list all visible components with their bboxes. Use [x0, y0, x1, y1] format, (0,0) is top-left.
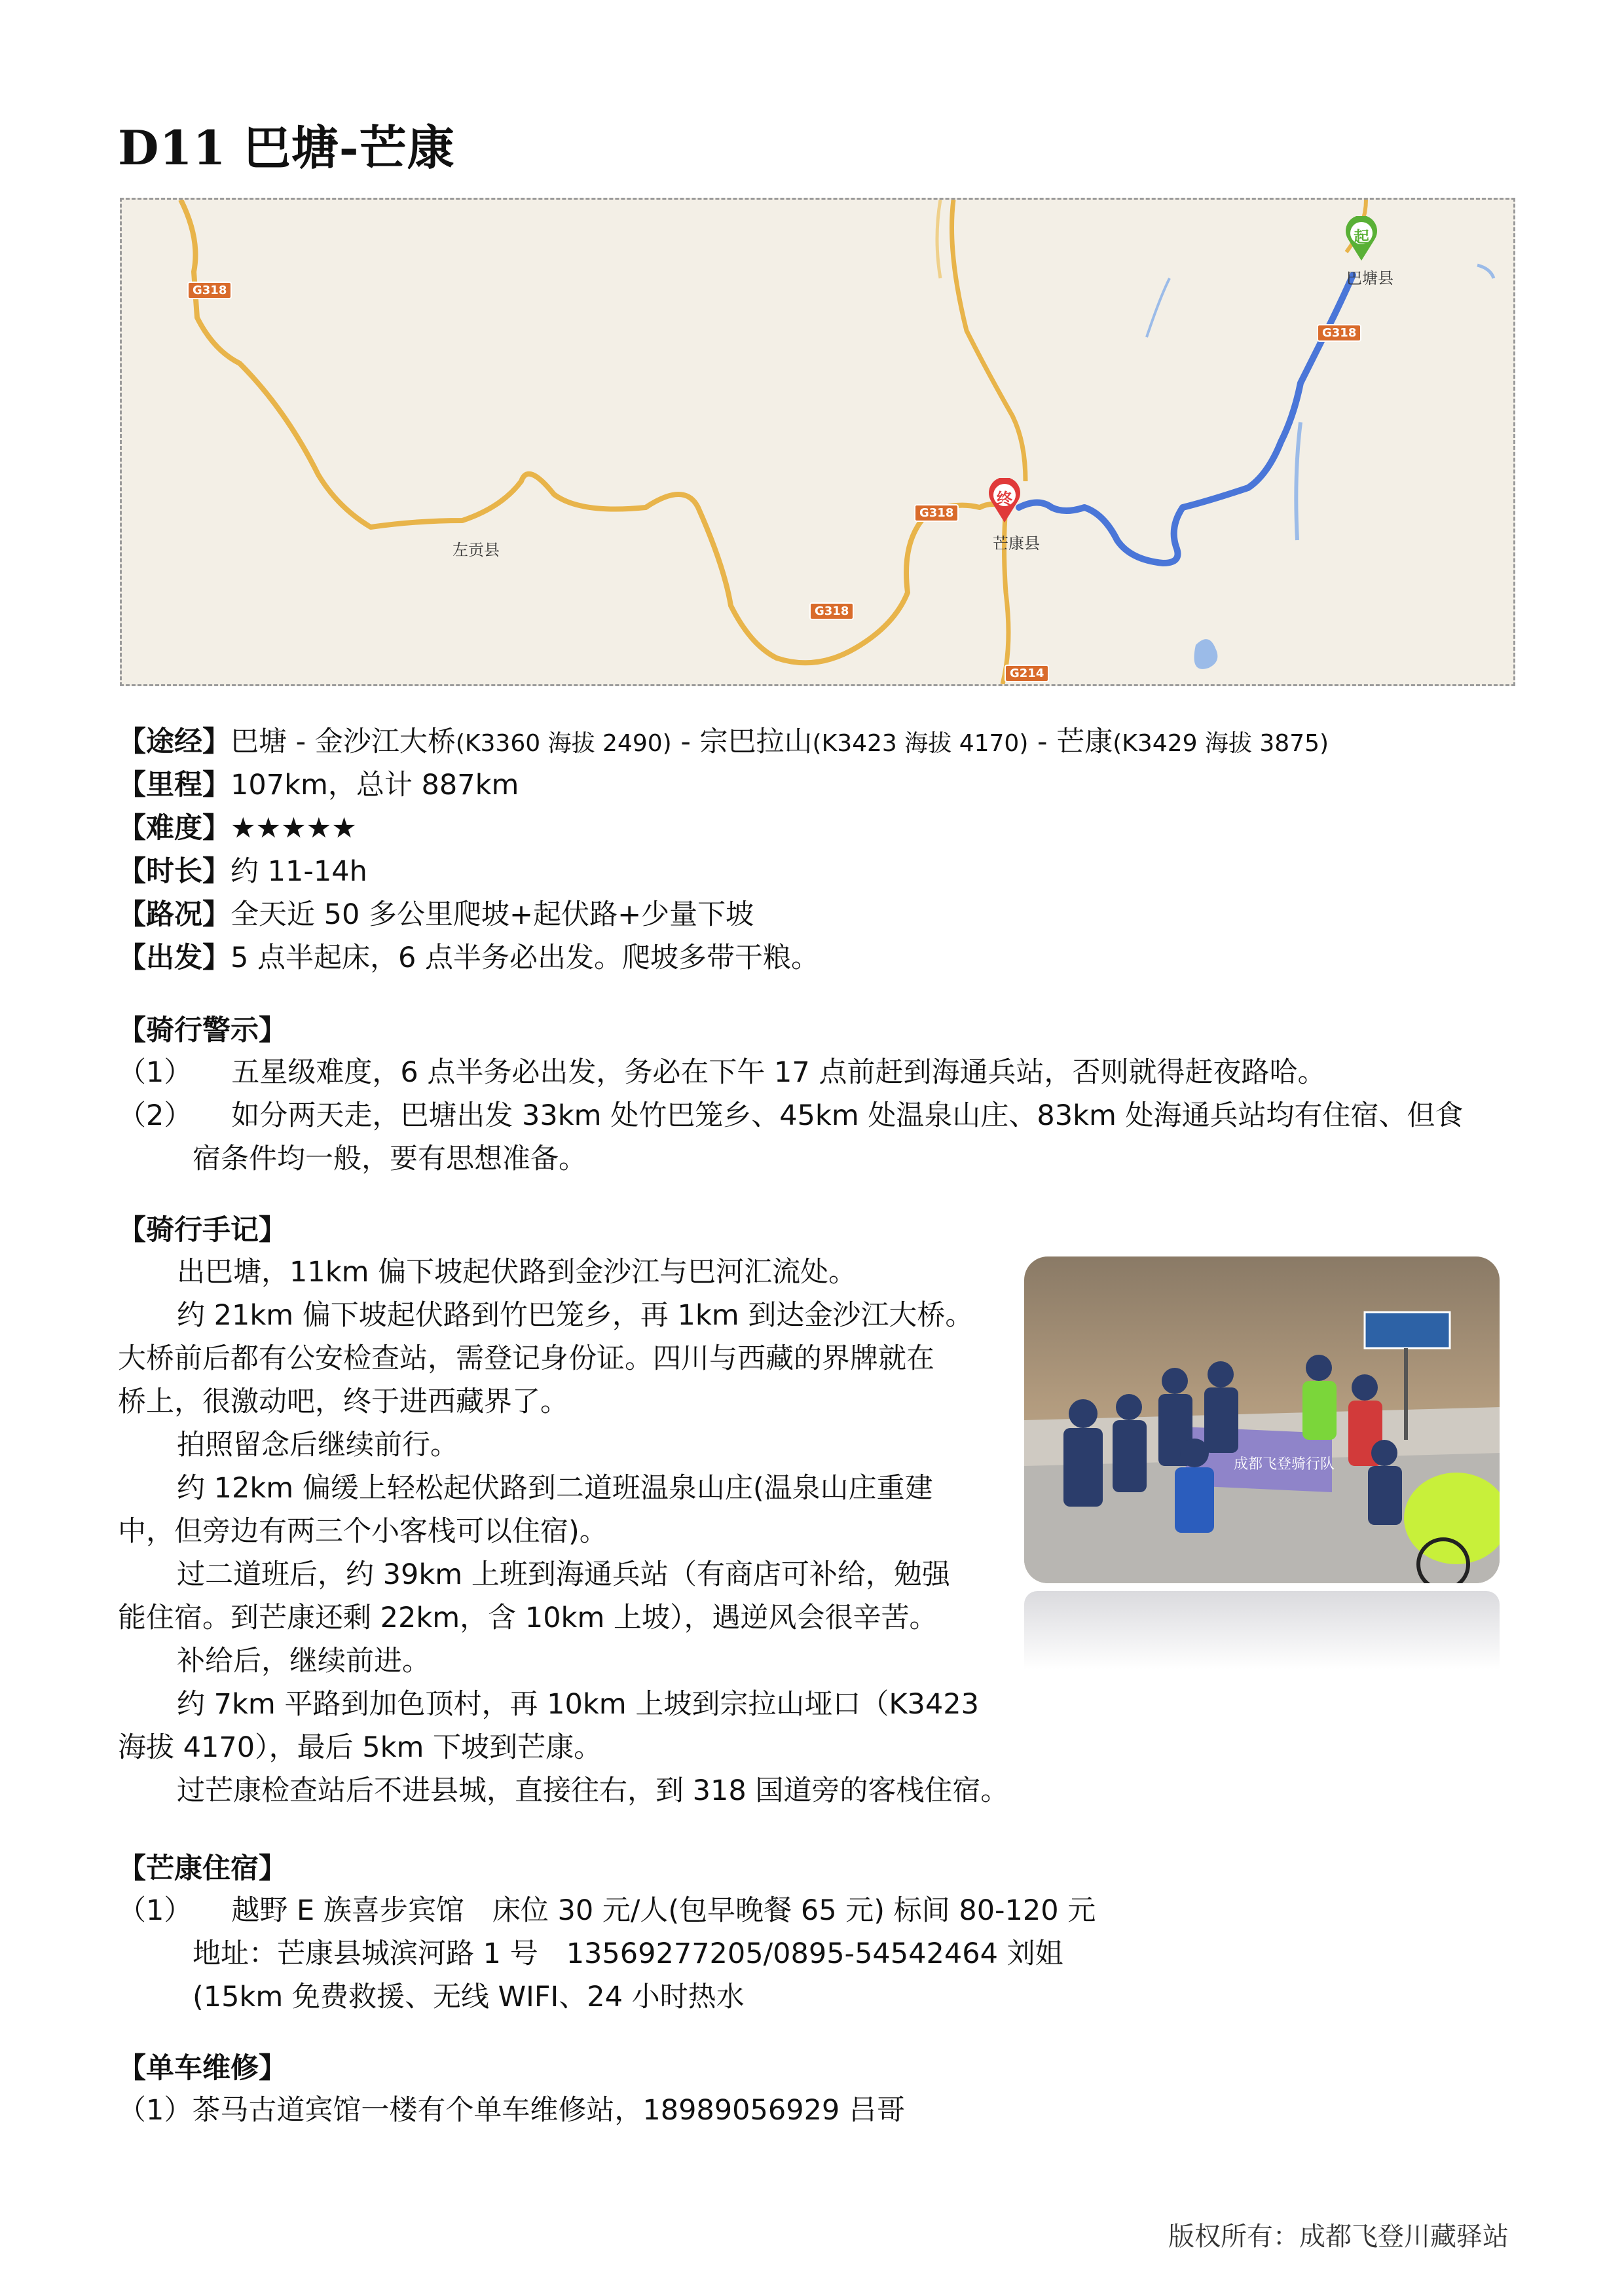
notes-line: 能住宿。到芒康还剩 22km，含 10km 上坡），遇逆风会很辛苦。 [118, 1602, 938, 1634]
road-badge: G214 [1005, 665, 1049, 682]
info-road: 【路况】全天近 50 多公里爬坡+起伏路+少量下坡 [118, 898, 754, 931]
map-label-start-city: 巴塘县 [1346, 269, 1393, 287]
lodging-title: 【芒康住宿】 [118, 1852, 287, 1885]
info-difficulty: 【难度】★★★★★ [118, 812, 357, 845]
notes-title: 【骑行手记】 [118, 1214, 287, 1247]
notes-line: 过芒康检查站后不进县城，直接往右，到 318 国道旁的客栈住宿。 [177, 1774, 1009, 1807]
lodging-address: 地址：芒康县城滨河路 1 号 13569277205/0895-54542464 刘姐 [193, 1937, 1063, 1970]
road-badge: G318 [809, 602, 854, 620]
repair-title: 【单车维修】 [118, 2052, 287, 2085]
info-depart: 【出发】5 点半起床，6 点半务必出发。爬坡多带干粮。 [118, 942, 820, 974]
warning-item-1: （1） 五星级难度，6 点半务必出发，务必在下午 17 点前赶到海通兵站，否则就得赶夜路哈。 [118, 1056, 1326, 1089]
warning-item-2: （2） 如分两天走，巴塘出发 33km 处竹巴笼乡、45km 处温泉山庄、83km 处海通兵站均有住宿、但食 [118, 1099, 1464, 1132]
road-badge: G318 [187, 282, 232, 299]
notes-line: 大桥前后都有公安检查站，需登记身份证。四川与西藏的界牌就在 [118, 1342, 934, 1375]
repair-item-1: （1）茶马古道宾馆一楼有个单车维修站，18989056929 吕哥 [118, 2094, 905, 2127]
notes-line: 补给后，继续前进。 [177, 1645, 430, 1678]
notes-line: 约 7km 平路到加色顶村，再 10km 上坡到宗拉山垭口（K3423 [177, 1688, 979, 1721]
end-marker-icon[interactable]: 终 [986, 478, 1023, 524]
group-photo [1024, 1256, 1500, 1583]
difficulty-stars: ★★★★★ [231, 812, 357, 845]
info-duration: 【时长】约 11-14h [118, 855, 367, 888]
warning-item-2-cont: 宿条件均一般，要有思想准备。 [193, 1143, 587, 1175]
map-label-end-city: 芒康县 [993, 534, 1040, 553]
notes-line: 过二道班后，约 39km 上班到海通兵站（有商店可补给，勉强 [177, 1558, 950, 1591]
map-label-other-city: 左贡县 [452, 541, 500, 559]
info-route: 【途经】巴塘 - 金沙江大桥(K3360 海拔 2490) - 宗巴拉山(K3423 海拔 4170) - 芒康(K3429 海拔 3875) [118, 725, 1329, 758]
notes-line: 海拔 4170），最后 5km 下坡到芒康。 [118, 1731, 602, 1764]
page-title: D11 巴塘-芒康 [118, 120, 455, 175]
photo-banner-text: 成都飞登骑行队 [1234, 1456, 1335, 1473]
notes-line: 出巴塘，11km 偏下坡起伏路到金沙江与巴河汇流处。 [177, 1256, 857, 1289]
notes-line: 桥上，很激动吧，终于进西藏界了。 [118, 1385, 568, 1418]
info-distance: 【里程】107km，总计 887km [118, 769, 519, 801]
road-badge: G318 [914, 504, 959, 522]
warning-title: 【骑行警示】 [118, 1014, 287, 1047]
lodging-extra: (15km 免费救援、无线 WIFI、24 小时热水 [193, 1981, 745, 2013]
notes-line: 中，但旁边有两三个小客栈可以住宿)。 [118, 1515, 608, 1548]
route-map[interactable] [120, 198, 1515, 686]
lodging-item-1: （1） 越野 E 族喜步宾馆 床位 30 元/人(包早晚餐 65 元) 标间 80-120 元 [118, 1894, 1096, 1927]
notes-line: 拍照留念后继续前行。 [177, 1429, 458, 1461]
footer-copyright: 版权所有：成都飞登川藏驿站 [1168, 2222, 1509, 2252]
notes-line: 约 12km 偏缓上轻松起伏路到二道班温泉山庄(温泉山庄重建 [177, 1472, 933, 1505]
road-badge: G318 [1317, 324, 1361, 342]
photo-reflection [1024, 1591, 1500, 1670]
notes-line: 约 21km 偏下坡起伏路到竹巴笼乡，再 1km 到达金沙江大桥。 [177, 1299, 974, 1332]
start-marker-icon[interactable]: 起 [1343, 216, 1380, 262]
